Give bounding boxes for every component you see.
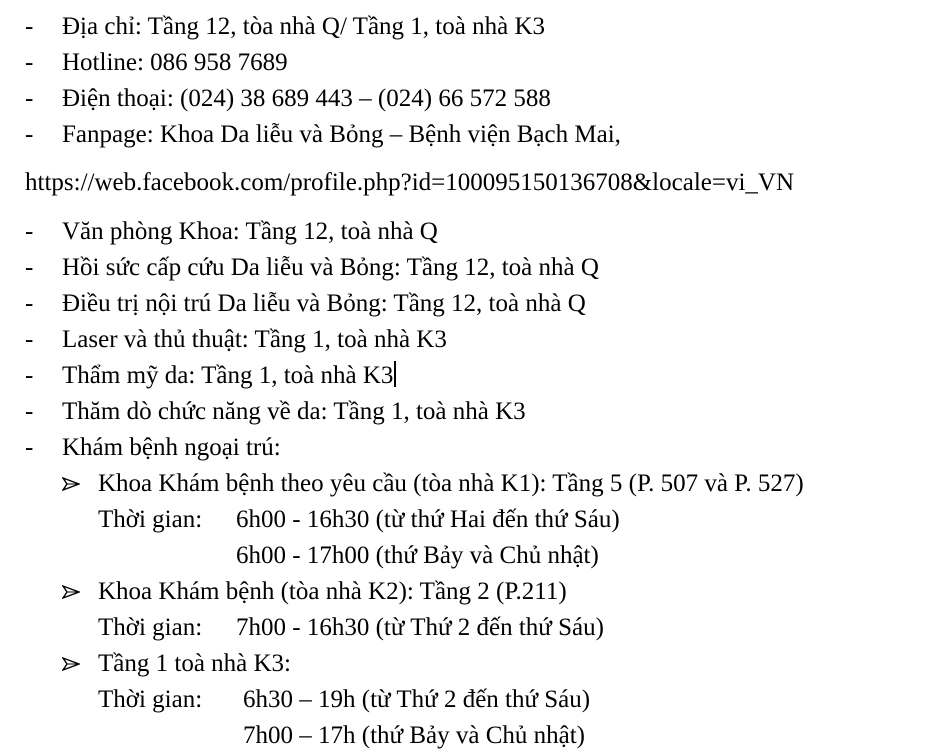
outpatient-title: Khoa Khám bệnh (tòa nhà K2): Tầng 2 (P.211) xyxy=(98,578,567,605)
bullet-dash: - xyxy=(25,13,34,40)
bullet-dash: - xyxy=(25,398,34,425)
bullet-dash: - xyxy=(25,434,34,461)
time-label: Thời gian: xyxy=(98,506,203,533)
location-text: Hồi sức cấp cứu Da liễu và Bỏng: Tầng 12, toà nhà Q xyxy=(62,254,599,281)
time-label: Thời gian: xyxy=(98,686,203,713)
time-value: 6h30 – 19h (từ Thứ 2 đến thứ Sáu) xyxy=(243,686,591,713)
location-text: Laser và thủ thuật: Tầng 1, toà nhà K3 xyxy=(62,326,447,353)
arrow-bullet-icon xyxy=(62,657,80,671)
address-text: Địa chỉ: Tầng 12, tòa nhà Q/ Tầng 1, toà nhà K3 xyxy=(62,13,545,40)
location-text: Thăm dò chức năng về da: Tầng 1, toà nhà K3 xyxy=(62,398,526,425)
fanpage-text: Fanpage: Khoa Da liễu và Bỏng – Bệnh viện Bạch Mai, xyxy=(62,121,621,148)
time-value: 6h00 - 16h30 (từ thứ Hai đến thứ Sáu) xyxy=(236,506,620,533)
outpatient-title: Tầng 1 toà nhà K3: xyxy=(98,650,292,677)
location-text: Văn phòng Khoa: Tầng 12, toà nhà Q xyxy=(62,218,438,245)
phone-text: Điện thoại: (024) 38 689 443 – (024) 66 572 588 xyxy=(62,85,551,112)
time-label: Thời gian: xyxy=(98,614,203,641)
location-text-with-caret[interactable] xyxy=(62,361,396,391)
location-text: Thẩm mỹ da: Tầng 1, toà nhà K3 xyxy=(62,362,394,389)
time-value: 6h00 - 17h00 (thứ Bảy và Chủ nhật) xyxy=(236,542,599,569)
bullet-dash: - xyxy=(25,254,34,281)
bullet-dash: - xyxy=(25,49,34,76)
time-value: 7h00 – 17h (thứ Bảy và Chủ nhật) xyxy=(243,722,585,749)
arrow-bullet-icon xyxy=(62,585,80,599)
location-text: Điều trị nội trú Da liễu và Bỏng: Tầng 12, toà nhà Q xyxy=(62,290,586,317)
bullet-dash: - xyxy=(25,362,34,389)
arrow-bullet-icon xyxy=(62,477,80,491)
bullet-dash: - xyxy=(25,85,34,112)
bullet-dash: - xyxy=(25,121,34,148)
hotline-text: Hotline: 086 958 7689 xyxy=(62,49,288,76)
bullet-dash: - xyxy=(25,326,34,353)
text-caret xyxy=(394,361,396,387)
fanpage-url[interactable]: https://web.facebook.com/profile.php?id=100095150136708&locale=vi_VN xyxy=(25,169,795,196)
outpatient-title: Khoa Khám bệnh theo yêu cầu (tòa nhà K1): Tầng 5 (P. 507 và P. 527) xyxy=(98,470,804,497)
time-value: 7h00 - 16h30 (từ Thứ 2 đến thứ Sáu) xyxy=(236,614,604,641)
location-text: Khám bệnh ngoại trú: xyxy=(62,434,281,461)
bullet-dash: - xyxy=(25,218,34,245)
bullet-dash: - xyxy=(25,290,34,317)
